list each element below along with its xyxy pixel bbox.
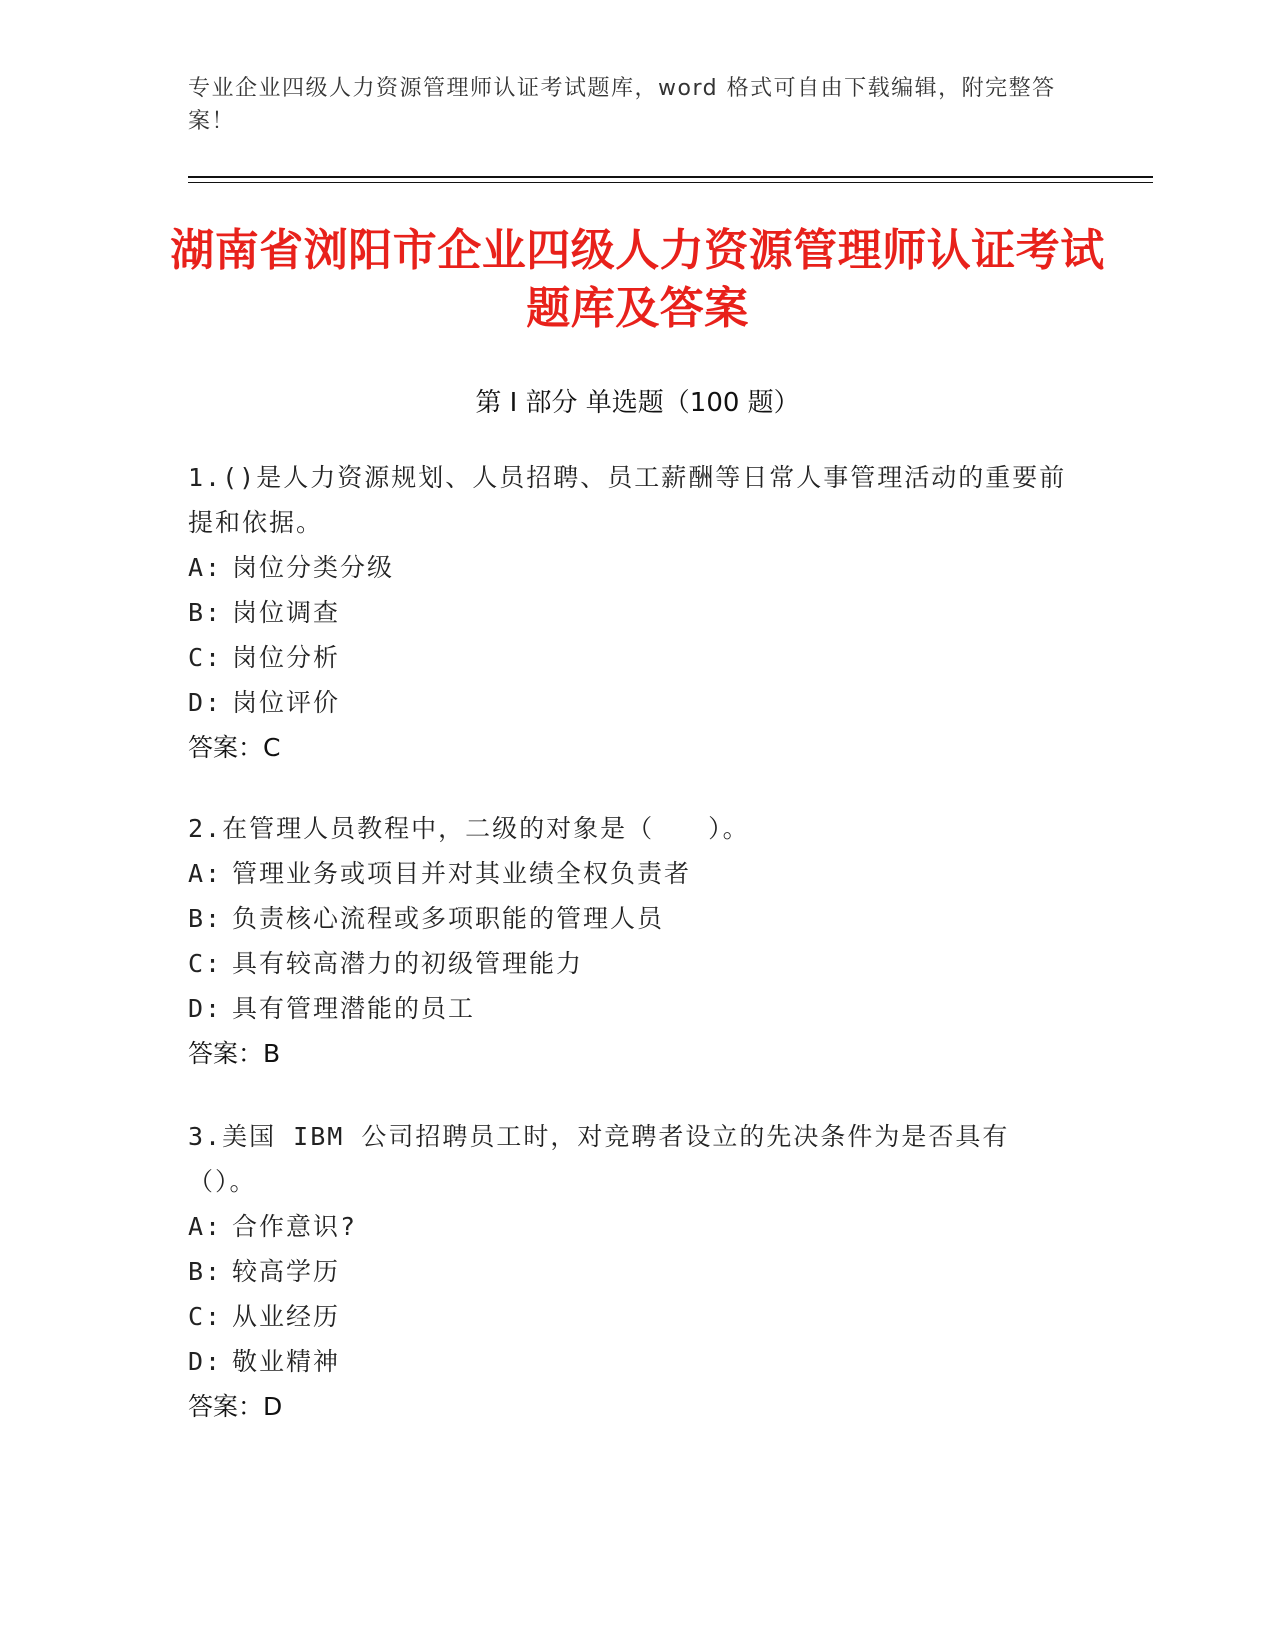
- option-c: [188, 941, 1068, 986]
- option-text: 岗位分析: [232, 643, 341, 672]
- option-letter: C:: [188, 1302, 223, 1331]
- option-a: [188, 545, 1068, 590]
- option-text: 岗位分类分级: [232, 553, 395, 582]
- header-divider-thin: [188, 182, 1153, 183]
- option-letter: A:: [188, 553, 223, 582]
- option-text: 管理业务或项目并对其业绩全权负责者: [232, 859, 692, 888]
- option-b: [188, 590, 1068, 635]
- option-letter: D:: [188, 1347, 223, 1376]
- answer: 答案：B: [188, 1039, 281, 1068]
- option-text: 合作意识?: [232, 1212, 358, 1241]
- option-letter: B:: [188, 904, 223, 933]
- option-b: [188, 1249, 1068, 1294]
- option-letter: A:: [188, 1212, 223, 1241]
- document-title: 湖南省浏阳市企业四级人力资源管理师认证考试题库及答案: [170, 225, 1105, 334]
- section-heading: 第 I 部分 单选题（100 题）: [475, 388, 800, 418]
- question-stem: 2.在管理人员教程中，二级的对象是（ ）。: [188, 814, 750, 843]
- header-divider-thick: [188, 176, 1153, 178]
- option-text: 负责核心流程或多项职能的管理人员: [232, 904, 665, 933]
- question-3: [188, 1114, 1068, 1429]
- question-stem: 3.美国 IBM 公司招聘员工时，对竞聘者设立的先决条件为是否具有（）。: [188, 1122, 1010, 1196]
- option-text: 具有管理潜能的员工: [232, 994, 476, 1023]
- question-1: [188, 455, 1068, 770]
- option-d: [188, 986, 1068, 1031]
- option-c: [188, 635, 1068, 680]
- option-text: 敬业精神: [232, 1347, 341, 1376]
- option-d: [188, 1339, 1068, 1384]
- option-b: [188, 896, 1068, 941]
- option-letter: C:: [188, 643, 223, 672]
- option-letter: D:: [188, 688, 223, 717]
- option-a: [188, 1204, 1068, 1249]
- answer: 答案：D: [188, 1392, 283, 1421]
- option-text: 岗位调查: [232, 598, 341, 627]
- answer: 答案：C: [188, 733, 281, 762]
- option-c: [188, 1294, 1068, 1339]
- option-text: 具有较高潜力的初级管理能力: [232, 949, 584, 978]
- header-note: 专业企业四级人力资源管理师认证考试题库，word 格式可自由下载编辑，附完整答案！: [188, 76, 1056, 134]
- question-2: [188, 806, 1068, 1076]
- option-letter: B:: [188, 598, 223, 627]
- option-letter: B:: [188, 1257, 223, 1286]
- option-letter: A:: [188, 859, 223, 888]
- option-text: 从业经历: [232, 1302, 341, 1331]
- question-stem: 1.()是人力资源规划、人员招聘、员工薪酬等日常人事管理活动的重要前提和依据。: [188, 463, 1067, 537]
- option-letter: C:: [188, 949, 223, 978]
- option-a: [188, 851, 1068, 896]
- option-d: [188, 680, 1068, 725]
- option-letter: D:: [188, 994, 223, 1023]
- option-text: 较高学历: [232, 1257, 341, 1286]
- option-text: 岗位评价: [232, 688, 341, 717]
